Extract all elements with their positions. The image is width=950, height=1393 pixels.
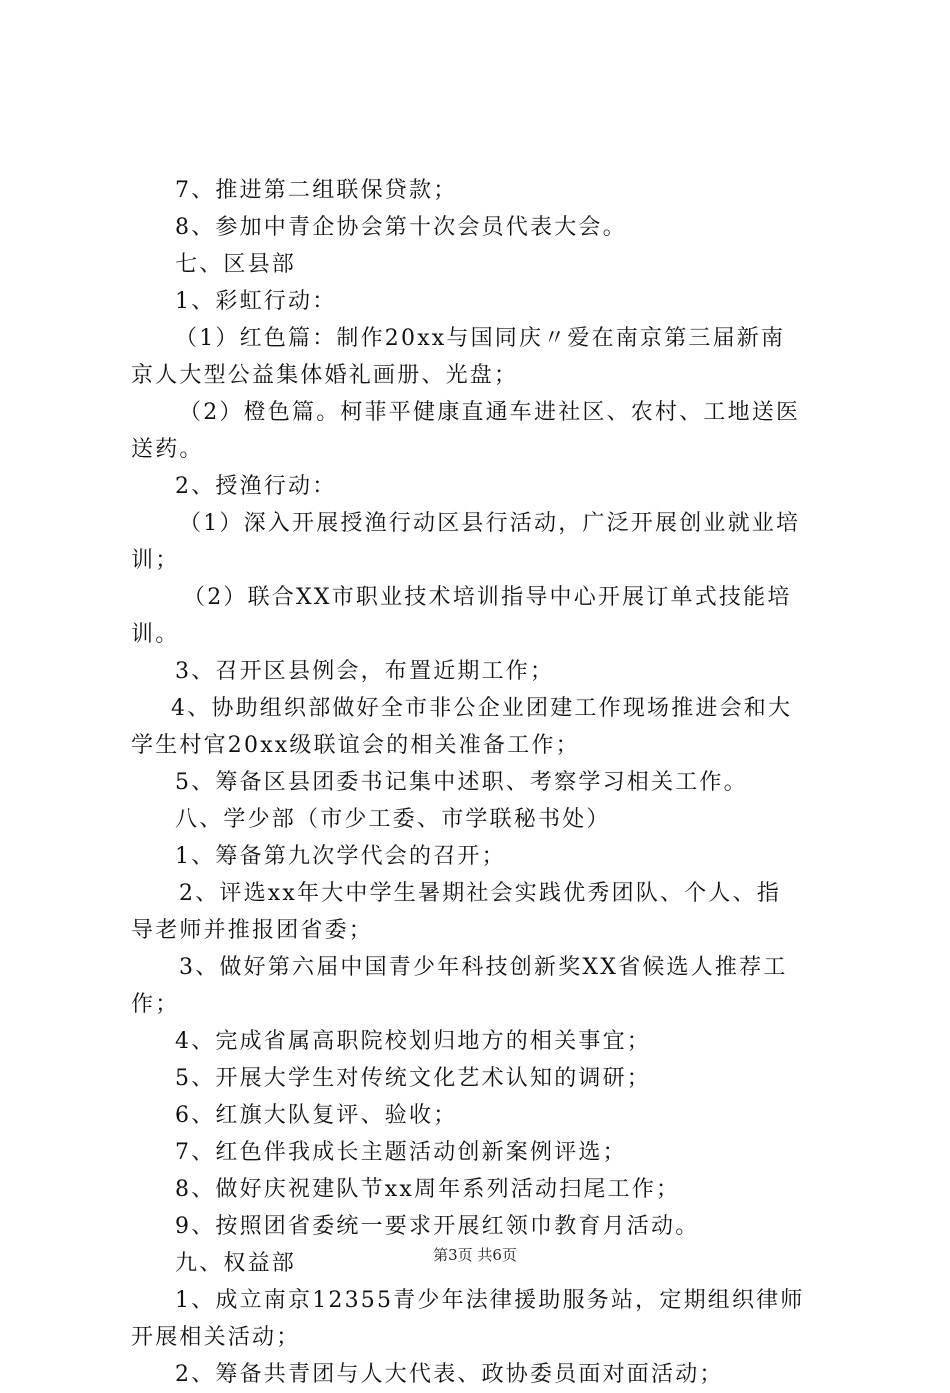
text-line: 4、协助组织部做好全市非公企业团建工作现场推进会和大 [171, 696, 793, 721]
text-line: 作； [131, 992, 180, 1017]
text-line: 2、筹备共青团与人大代表、政协委员面对面活动； [175, 1362, 724, 1387]
text-line: 学生村官20xx级联谊会的相关准备工作； [131, 733, 580, 758]
text-line: 6、红旗大队复评、验收； [175, 1103, 458, 1128]
text-line: 7、红色伴我成长主题活动创新案例评选； [175, 1140, 627, 1165]
text-line: 4、完成省属高职院校划归地方的相关事宜； [175, 1029, 651, 1054]
section-heading: 七、区县部 [175, 252, 297, 277]
text-line: 3、召开区县例会，布置近期工作； [175, 659, 555, 684]
text-line: 1、筹备第九次学代会的召开； [175, 844, 506, 869]
text-line: 送药。 [131, 437, 204, 462]
text-line: 京人大型公益集体婚礼画册、光盘； [131, 363, 519, 388]
text-line: 7、推进第二组联保贷款； [175, 178, 458, 203]
section-heading: 九、权益部 [175, 1251, 297, 1276]
text-line: 3、做好第六届中国青少年科技创新奖XX省候选人推荐工 [179, 955, 788, 980]
text-line: 8、做好庆祝建队节xx周年系列活动扫尾工作； [175, 1177, 681, 1202]
text-line: 2、评选xx年大中学生暑期社会实践优秀团队、个人、指 [179, 881, 782, 906]
section-heading: 八、学少部（市少工委、市学联秘书处） [175, 807, 611, 832]
text-line: 8、参加中青企协会第十次会员代表大会。 [175, 215, 627, 240]
text-line: 训； [131, 548, 180, 573]
text-line: （1）红色篇：制作20xx与国同庆〃爱在南京第三届新南 [175, 326, 786, 351]
text-line: 导老师并推报团省委； [131, 918, 374, 943]
text-line: 5、开展大学生对传统文化艺术认知的调研； [175, 1066, 651, 1091]
text-line: 2、授渔行动： [175, 474, 337, 499]
body-text [131, 172, 831, 1393]
text-line: 1、成立南京12355青少年法律援助服务站，定期组织律师 [175, 1288, 805, 1313]
text-line: （2）橙色篇。柯菲平健康直通车进社区、农村、工地送医 [179, 400, 801, 425]
text-line: （1）深入开展授渔行动区县行活动，广泛开展创业就业培 [179, 511, 801, 536]
text-line: 9、按照团省委统一要求开展红领巾教育月活动。 [175, 1214, 700, 1239]
text-line: 训。 [131, 622, 180, 647]
page-footer: 第3页 共6页 [433, 1246, 517, 1264]
text-line: 5、筹备区县团委书记集中述职、考察学习相关工作。 [175, 770, 748, 795]
text-line: 1、彩虹行动： [175, 289, 337, 314]
text-line: 开展相关活动； [131, 1325, 301, 1350]
text-line: （2）联合XX市职业技术培训指导中心开展订单式技能培 [183, 585, 792, 610]
